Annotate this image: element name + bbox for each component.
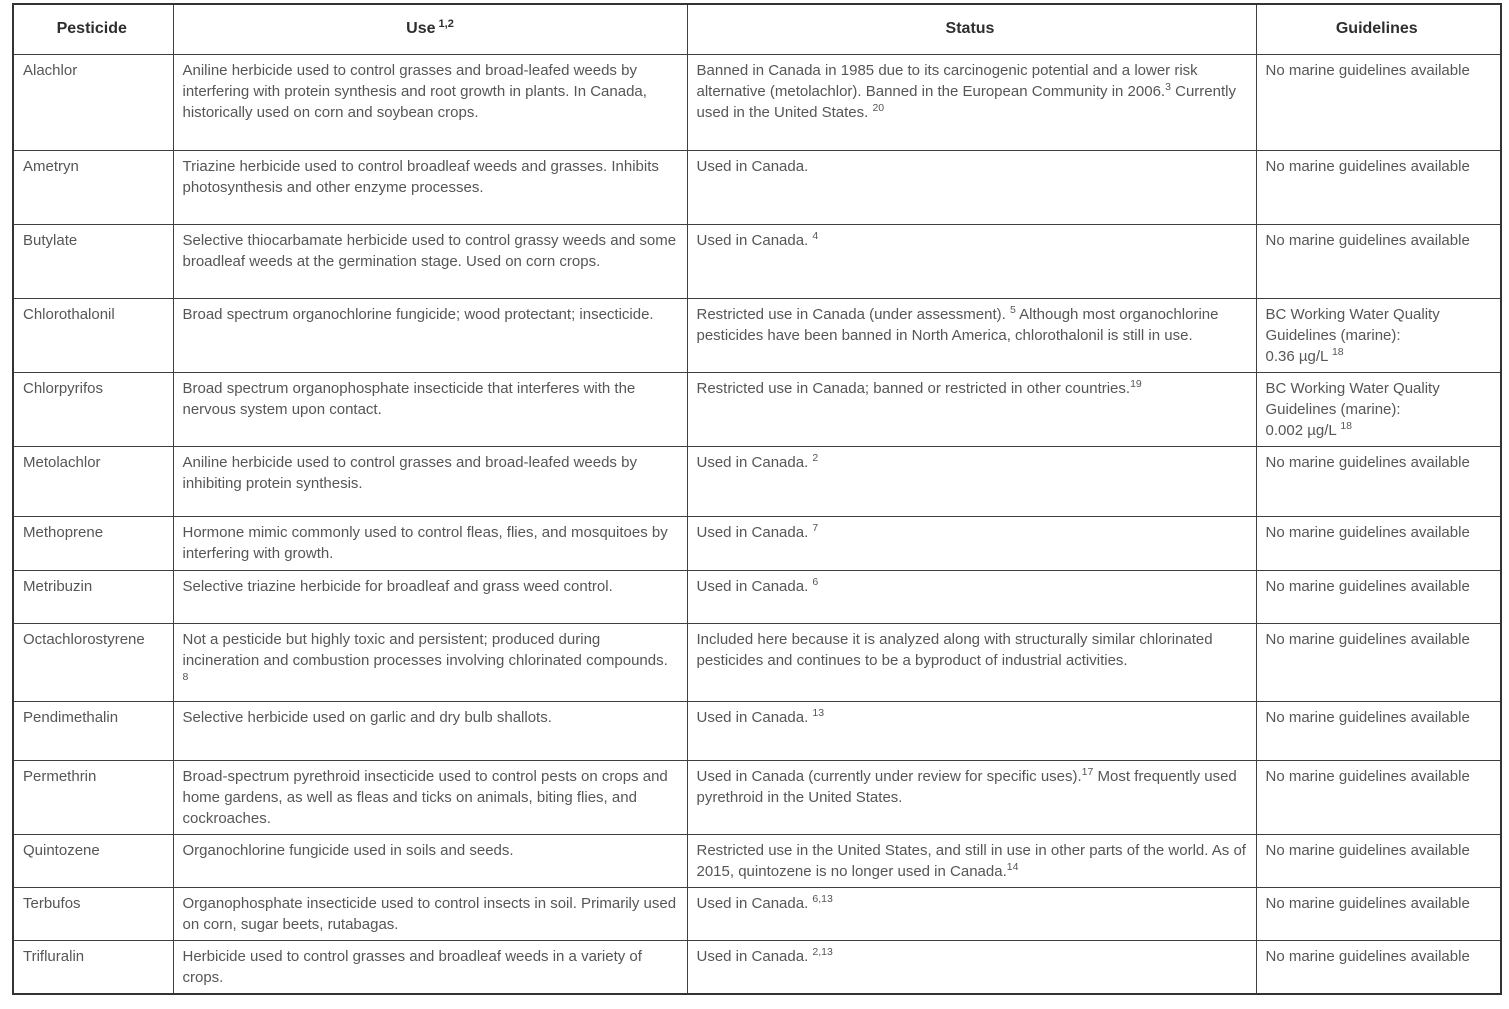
cell-use: Hormone mimic commonly used to control fleas, flies, and mosquitoes by interfering with growth.	[173, 516, 687, 570]
table-row	[13, 623, 1501, 701]
cell-guidelines: BC Working Water Quality Guidelines (marine): 0.36 µg/L $^{18}$	[1256, 298, 1501, 372]
cell-status: Included here because it is analyzed along with structurally similar chlorinated pesticides and continues to be a byproduct of industrial activities.	[687, 623, 1256, 701]
cell-guidelines: No marine guidelines available	[1256, 887, 1501, 940]
cell-use: Broad-spectrum pyrethroid insecticide used to control pests on crops and home gardens, as well as fleas and ticks on animals, biting flies, and cockroaches.	[173, 760, 687, 834]
cell-status: Used in Canada. $^{6,13}$	[687, 887, 1256, 940]
col-header-status	[687, 4, 1256, 54]
cell-use: Aniline herbicide used to control grasses and broad-leafed weeds by interfering with protein synthesis and root growth in plants. In Canada, historically used on corn and soybean crops.	[173, 54, 687, 150]
cell-guidelines: No marine guidelines available	[1256, 701, 1501, 760]
cell-guidelines: BC Working Water Quality Guidelines (marine): 0.002 µg/L $^{18}$	[1256, 372, 1501, 446]
cell-pesticide: Butylate	[13, 224, 173, 298]
cell-guidelines: No marine guidelines available	[1256, 623, 1501, 701]
cell-status: Used in Canada.	[687, 150, 1256, 224]
cell-pesticide: Pendimethalin	[13, 701, 173, 760]
cell-guidelines: No marine guidelines available	[1256, 516, 1501, 570]
header-label: Status	[945, 20, 995, 38]
cell-pesticide: Ametryn	[13, 150, 173, 224]
cell-use: Broad spectrum organochlorine fungicide; wood protectant; insecticide.	[173, 298, 687, 372]
table-row	[13, 372, 1501, 446]
cell-use: Broad spectrum organophosphate insecticide that interferes with the nervous system upon contact.	[173, 372, 687, 446]
col-header-use	[173, 4, 687, 54]
col-header-pesticide	[13, 4, 173, 54]
cell-guidelines: No marine guidelines available	[1256, 940, 1501, 994]
cell-status: Restricted use in the United States, and still in use in other parts of the world. As of 2015, quintozene is no longer used in Canada.$^{14}$	[687, 834, 1256, 887]
cell-use: Herbicide used to control grasses and broadleaf weeds in a variety of crops.	[173, 940, 687, 994]
table-row	[13, 701, 1501, 760]
table-row	[13, 446, 1501, 516]
cell-pesticide: Permethrin	[13, 760, 173, 834]
table-body	[13, 54, 1501, 994]
cell-guidelines: No marine guidelines available	[1256, 570, 1501, 623]
cell-status: Used in Canada. $^4$	[687, 224, 1256, 298]
table-row	[13, 940, 1501, 994]
cell-use: Selective herbicide used on garlic and dry bulb shallots.	[173, 701, 687, 760]
header-label: Guidelines	[1335, 20, 1418, 38]
cell-pesticide: Chlorothalonil	[13, 298, 173, 372]
table-row	[13, 570, 1501, 623]
table-row	[13, 516, 1501, 570]
cell-use: Triazine herbicide used to control broadleaf weeds and grasses. Inhibits photosynthesis and other enzyme processes.	[173, 150, 687, 224]
table-row	[13, 887, 1501, 940]
cell-guidelines: No marine guidelines available	[1256, 150, 1501, 224]
cell-status: Used in Canada (currently under review for specific uses).$^{17}$ Most frequently used pyrethroid in the United States.	[687, 760, 1256, 834]
cell-pesticide: Metribuzin	[13, 570, 173, 623]
cell-status: Used in Canada. $^6$	[687, 570, 1256, 623]
cell-pesticide: Methoprene	[13, 516, 173, 570]
table-row	[13, 760, 1501, 834]
cell-use: Not a pesticide but highly toxic and persistent; produced during incineration and combustion processes involving chlorinated compounds. $^8$	[173, 623, 687, 701]
cell-use: Organophosphate insecticide used to control insects in soil. Primarily used on corn, sugar beets, rutabagas.	[173, 887, 687, 940]
cell-status: Restricted use in Canada; banned or restricted in other countries.$^{19}$	[687, 372, 1256, 446]
table-row	[13, 54, 1501, 150]
cell-status: Used in Canada. $^{13}$	[687, 701, 1256, 760]
cell-status: Used in Canada. $^2$	[687, 446, 1256, 516]
table-header	[13, 4, 1501, 54]
table-row	[13, 224, 1501, 298]
cell-use: Aniline herbicide used to control grasses and broad-leafed weeds by inhibiting protein synthesis.	[173, 446, 687, 516]
table-row	[13, 150, 1501, 224]
cell-pesticide: Alachlor	[13, 54, 173, 150]
cell-guidelines: No marine guidelines available	[1256, 446, 1501, 516]
header-row	[13, 4, 1501, 54]
col-header-guidelines	[1256, 4, 1501, 54]
cell-use: Organochlorine fungicide used in soils and seeds.	[173, 834, 687, 887]
cell-status: Banned in Canada in 1985 due to its carcinogenic potential and a lower risk alternative (metolachlor). Banned in the European Community in 2006.$^3$ Currently used in the United States. $^{20}$	[687, 54, 1256, 150]
cell-guidelines: No marine guidelines available	[1256, 834, 1501, 887]
cell-status: Used in Canada. $^{2,13}$	[687, 940, 1256, 994]
table-row	[13, 298, 1501, 372]
header-label: Use	[406, 20, 436, 38]
cell-guidelines: No marine guidelines available	[1256, 54, 1501, 150]
cell-pesticide: Octachlorostyrene	[13, 623, 173, 701]
cell-use: Selective thiocarbamate herbicide used to control grassy weeds and some broadleaf weeds at the germination stage. Used on corn crops.	[173, 224, 687, 298]
cell-pesticide: Trifluralin	[13, 940, 173, 994]
cell-status: Restricted use in Canada (under assessment). $^5$ Although most organochlorine pesticides have been banned in North America, chlorothalonil is still in use.	[687, 298, 1256, 372]
cell-guidelines: No marine guidelines available	[1256, 760, 1501, 834]
cell-pesticide: Quintozene	[13, 834, 173, 887]
pesticide-table	[12, 3, 1502, 995]
table-row	[13, 834, 1501, 887]
cell-guidelines: No marine guidelines available	[1256, 224, 1501, 298]
cell-pesticide: Terbufos	[13, 887, 173, 940]
cell-pesticide: Chlorpyrifos	[13, 372, 173, 446]
cell-pesticide: Metolachlor	[13, 446, 173, 516]
cell-use: Selective triazine herbicide for broadleaf and grass weed control.	[173, 570, 687, 623]
cell-status: Used in Canada. $^7$	[687, 516, 1256, 570]
header-label: Pesticide	[56, 20, 127, 38]
header-superscript: 1,2	[438, 17, 454, 30]
